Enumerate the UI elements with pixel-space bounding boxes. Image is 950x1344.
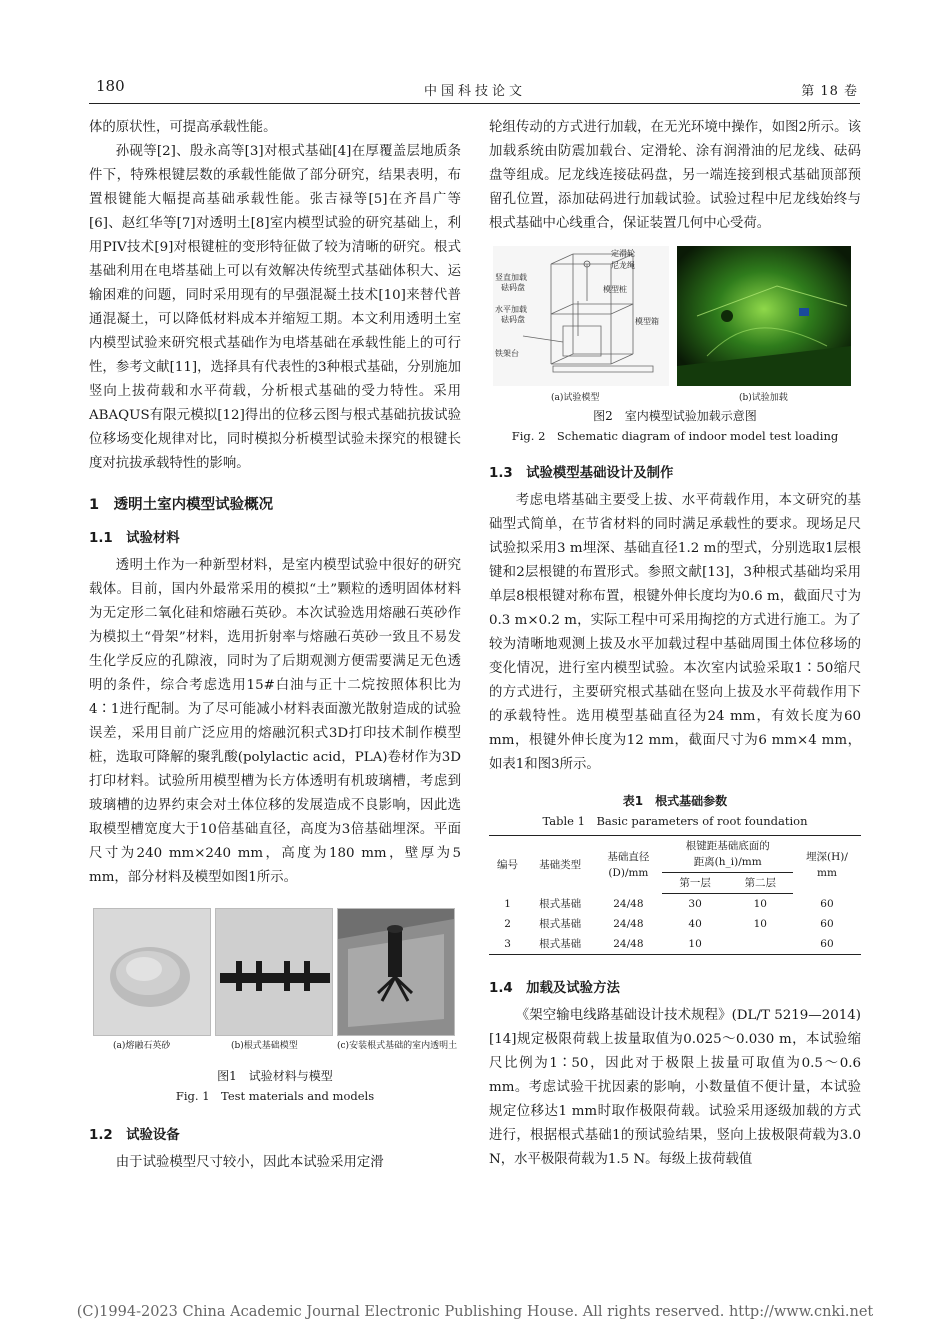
figure-1-caption-en: Fig. 1 Test materials and models (175, 1089, 375, 1103)
vertical-loading-label: 竖直加载 (495, 273, 527, 282)
col-header: 基础类型 (526, 836, 594, 894)
model-pile-label: 模型桩 (603, 285, 627, 294)
table-1-title (489, 791, 861, 811)
left-column (89, 116, 461, 1175)
iron-frame-label: 铁架台 (495, 349, 519, 358)
table-1-number: 表1 (622, 794, 644, 808)
figure-1b-label: (b)根式基础模型 (231, 1041, 298, 1051)
subsection-heading: 1.3 试验模型基础设计及制作 (489, 466, 674, 481)
copyright-footer: (C)1994-2023 China Academic Journal Electronic Publishing House. All rights reserved. http://www.cnki.net (76, 1304, 874, 1320)
transparent-soil-photo (337, 908, 455, 1036)
figure-2-caption-en: Fig. 2 Schematic diagram of indoor model test loading (511, 429, 839, 443)
paragraph: 孙砚等[2]、殷永高等[3]对根式基础[4]在厚覆盖层地质条件下，特殊根键层数的承载性能做了部分研究，结果表明，布置根键能大幅提高基础承载性能。张吉禄等[5]在齐昌广等[6]、赵红华等[7]对透明土[8]室内模型试验的研究基础上，利用PIV技术[9]对根键桩的变形特征做了较为清晰的研究。根式基础利用在电塔基础上可以有效解决传统型式基础体积大、运输困难的问题，同时采用现有的早强混凝土技术[10]来替代普通混凝土，可以降低材料成本并缩短工期。本文利用透明土室内模型试验来研究根式基础作为电塔基础在承载性能上的可行性，参考文献[11]，选择具有代表性的3种根式基础，分别施加竖向上拔荷载和水平荷载，分析根式基础的受力特性。采用ABAQUS有限元模拟[12]得出的位移云图与根式基础抗拔试验位移场变化规律对比，同时模拟分析模型试验未探究的根键长度对抗拔承载特性的影响。 (89, 144, 461, 471)
volume-label: 第 18 卷 (801, 84, 858, 99)
subsection-heading: 1.2 试验设备 (89, 1128, 180, 1143)
subsection-heading: 1.4 加载及试验方法 (489, 981, 620, 996)
figure-1c-label: (c)安装根式基础的室内透明土 (337, 1041, 458, 1051)
col-header: 根键距基础底面的 距离(h_i)/mm (662, 836, 792, 873)
figure-2 (489, 246, 861, 406)
paragraph: 由于试验模型尺寸较小，因此本试验采用定滑 (115, 1155, 384, 1170)
table-1-title-en: Table 1 Basic parameters of root foundation (542, 814, 808, 828)
header-rule (89, 103, 860, 104)
section-heading: 1 透明土室内模型试验概况 (89, 497, 274, 513)
table-1 (489, 835, 861, 955)
col-header: 第一层 (662, 873, 727, 894)
journal-title: 中国科技论文 (423, 84, 526, 99)
pulley-label: 定滑轮 (611, 249, 635, 258)
paragraph: 考虑电塔基础主要受上拔、水平荷载作用，本文研究的基础型式简单，在节省材料的同时满足承载性的要求。现场足尺试验拟采用3 m埋深、基础直径1.2 m的型式，分别选取1层根键和2层根键的布置形式。参照文献[13]，3种根式基础均采用单层8根根键对称布置，根键外伸长度均为0.6 m，截面尺寸为0.3 m×0.2 m，实际工程中可采用掏挖的方式进行施工。为了较为清晰地观测上拔及水平加载过程中基础周围土体位移场的变化情况，进行室内模型试验。本次室内试验采取1∶50缩尺的方式进行，主要研究根式基础在竖向上拔及水平荷载作用下的承载特性。选用模型基础直径为24 mm，有效长度为60 mm，根键外伸长度为12 mm，截面尺寸为6 mm×4 mm，如表1和图3所示。 (489, 493, 861, 772)
figure-2b-label: (b)试验加载 (739, 393, 788, 403)
model-box-label: 模型箱 (635, 317, 659, 326)
root-foundation-model-photo (215, 908, 333, 1036)
table-row: 1 根式基础 24/48 30 10 60 (504, 897, 834, 910)
quartz-sand-photo (93, 908, 211, 1036)
vertical-weight-label: 砝码盘 (501, 283, 525, 292)
horizontal-weight-label: 砝码盘 (501, 315, 525, 324)
subsection-heading: 1.1 试验材料 (89, 531, 180, 546)
paragraph: 轮组传动的方式进行加载，在无光环境中操作，如图2所示。该加载系统由防震加载台、定滑轮、涂有润滑油的尼龙线、砝码盘等组成。尼龙线连接砝码盘，另一端连接到根式基础顶部预留孔位置，添加砝码进行加载试验。试验过程中尼龙线始终与根式基础中心线重合，保证装置几何中心受荷。 (489, 120, 861, 231)
col-header: 基础直径 (D)/mm (594, 836, 662, 894)
right-column (489, 116, 861, 1172)
table-1-name: 根式基础参数 (655, 794, 728, 808)
paragraph: 体的原状性，可提高承载性能。 (89, 120, 277, 135)
page-number: 180 (96, 77, 125, 95)
figure-2-caption: 图2 室内模型试验加载示意图 (593, 409, 757, 423)
col-header: 埋深(H)/ mm (793, 836, 861, 894)
test-model-diagram (493, 246, 669, 386)
figure-2a-label: (a)试验模型 (551, 393, 600, 403)
figure-1a-label: (a)熔融石英砂 (113, 1041, 171, 1051)
paragraph: 透明土作为一种新型材料，是室内模型试验中很好的研究载体。目前，国内外最常采用的模拟“土”颗粒的透明固体材料为无定形二氧化硅和熔融石英砂。本次试验选用熔融石英砂作为模拟土“骨架”材料，选用折射率与熔融石英砂一致且不易发生化学反应的孔隙液，同时为了后期观测方便需要满足无色透明的条件，综合考虑选用15#白油与正十二烷按照体积比为4∶1进行配制。为了尽可能减小材料表面激光散射造成的试验误差，采用目前广泛应用的熔融沉积式3D打印技术制作模型桩，选取可降解的聚乳酸(polylactic acid，PLA)卷材作为3D打印材料。试验所用模型槽为长方体透明有机玻璃槽，考虑到玻璃槽的边界约束会对土体位移的发展造成不良影响，因此选取模型槽宽度大于10倍基础直径，高度为3倍基础埋深。平面尺寸为240 mm×240 mm，高度为180 mm，壁厚为5 mm，部分材料及模型如图1所示。 (89, 558, 461, 885)
paragraph: 《架空输电线路基础设计技术规程》(DL/T 5219—2014)[14]规定极限荷载上拔量取值为0.025～0.030 m，本试验缩尺比例为1∶50，因此对于极限上拔量可取值为0.5～0.6 mm。考虑试验干扰因素的影响，小数量值不便计量，本试验规定位移达1 mm时取作极限荷载。试验采用逐级加载的方式进行，根据根式基础1的预试验结果，竖向上拔极限荷载为3.0 N，水平极限荷载为1.5 N。每级上拔荷载值 (489, 1008, 861, 1167)
figure-1-caption: 图1 试验材料与模型 (217, 1069, 333, 1083)
figure-1 (89, 908, 461, 1066)
horizontal-loading-label: 水平加载 (495, 305, 527, 314)
nylon-rope-label: 尼龙绳 (611, 261, 635, 270)
table-row: 2 根式基础 24/48 40 10 60 (504, 918, 834, 930)
col-header: 编号 (489, 836, 526, 894)
test-loading-photo (677, 246, 851, 386)
table-row: 3 根式基础 24/48 10 60 (489, 934, 861, 955)
col-header: 第二层 (728, 873, 793, 894)
